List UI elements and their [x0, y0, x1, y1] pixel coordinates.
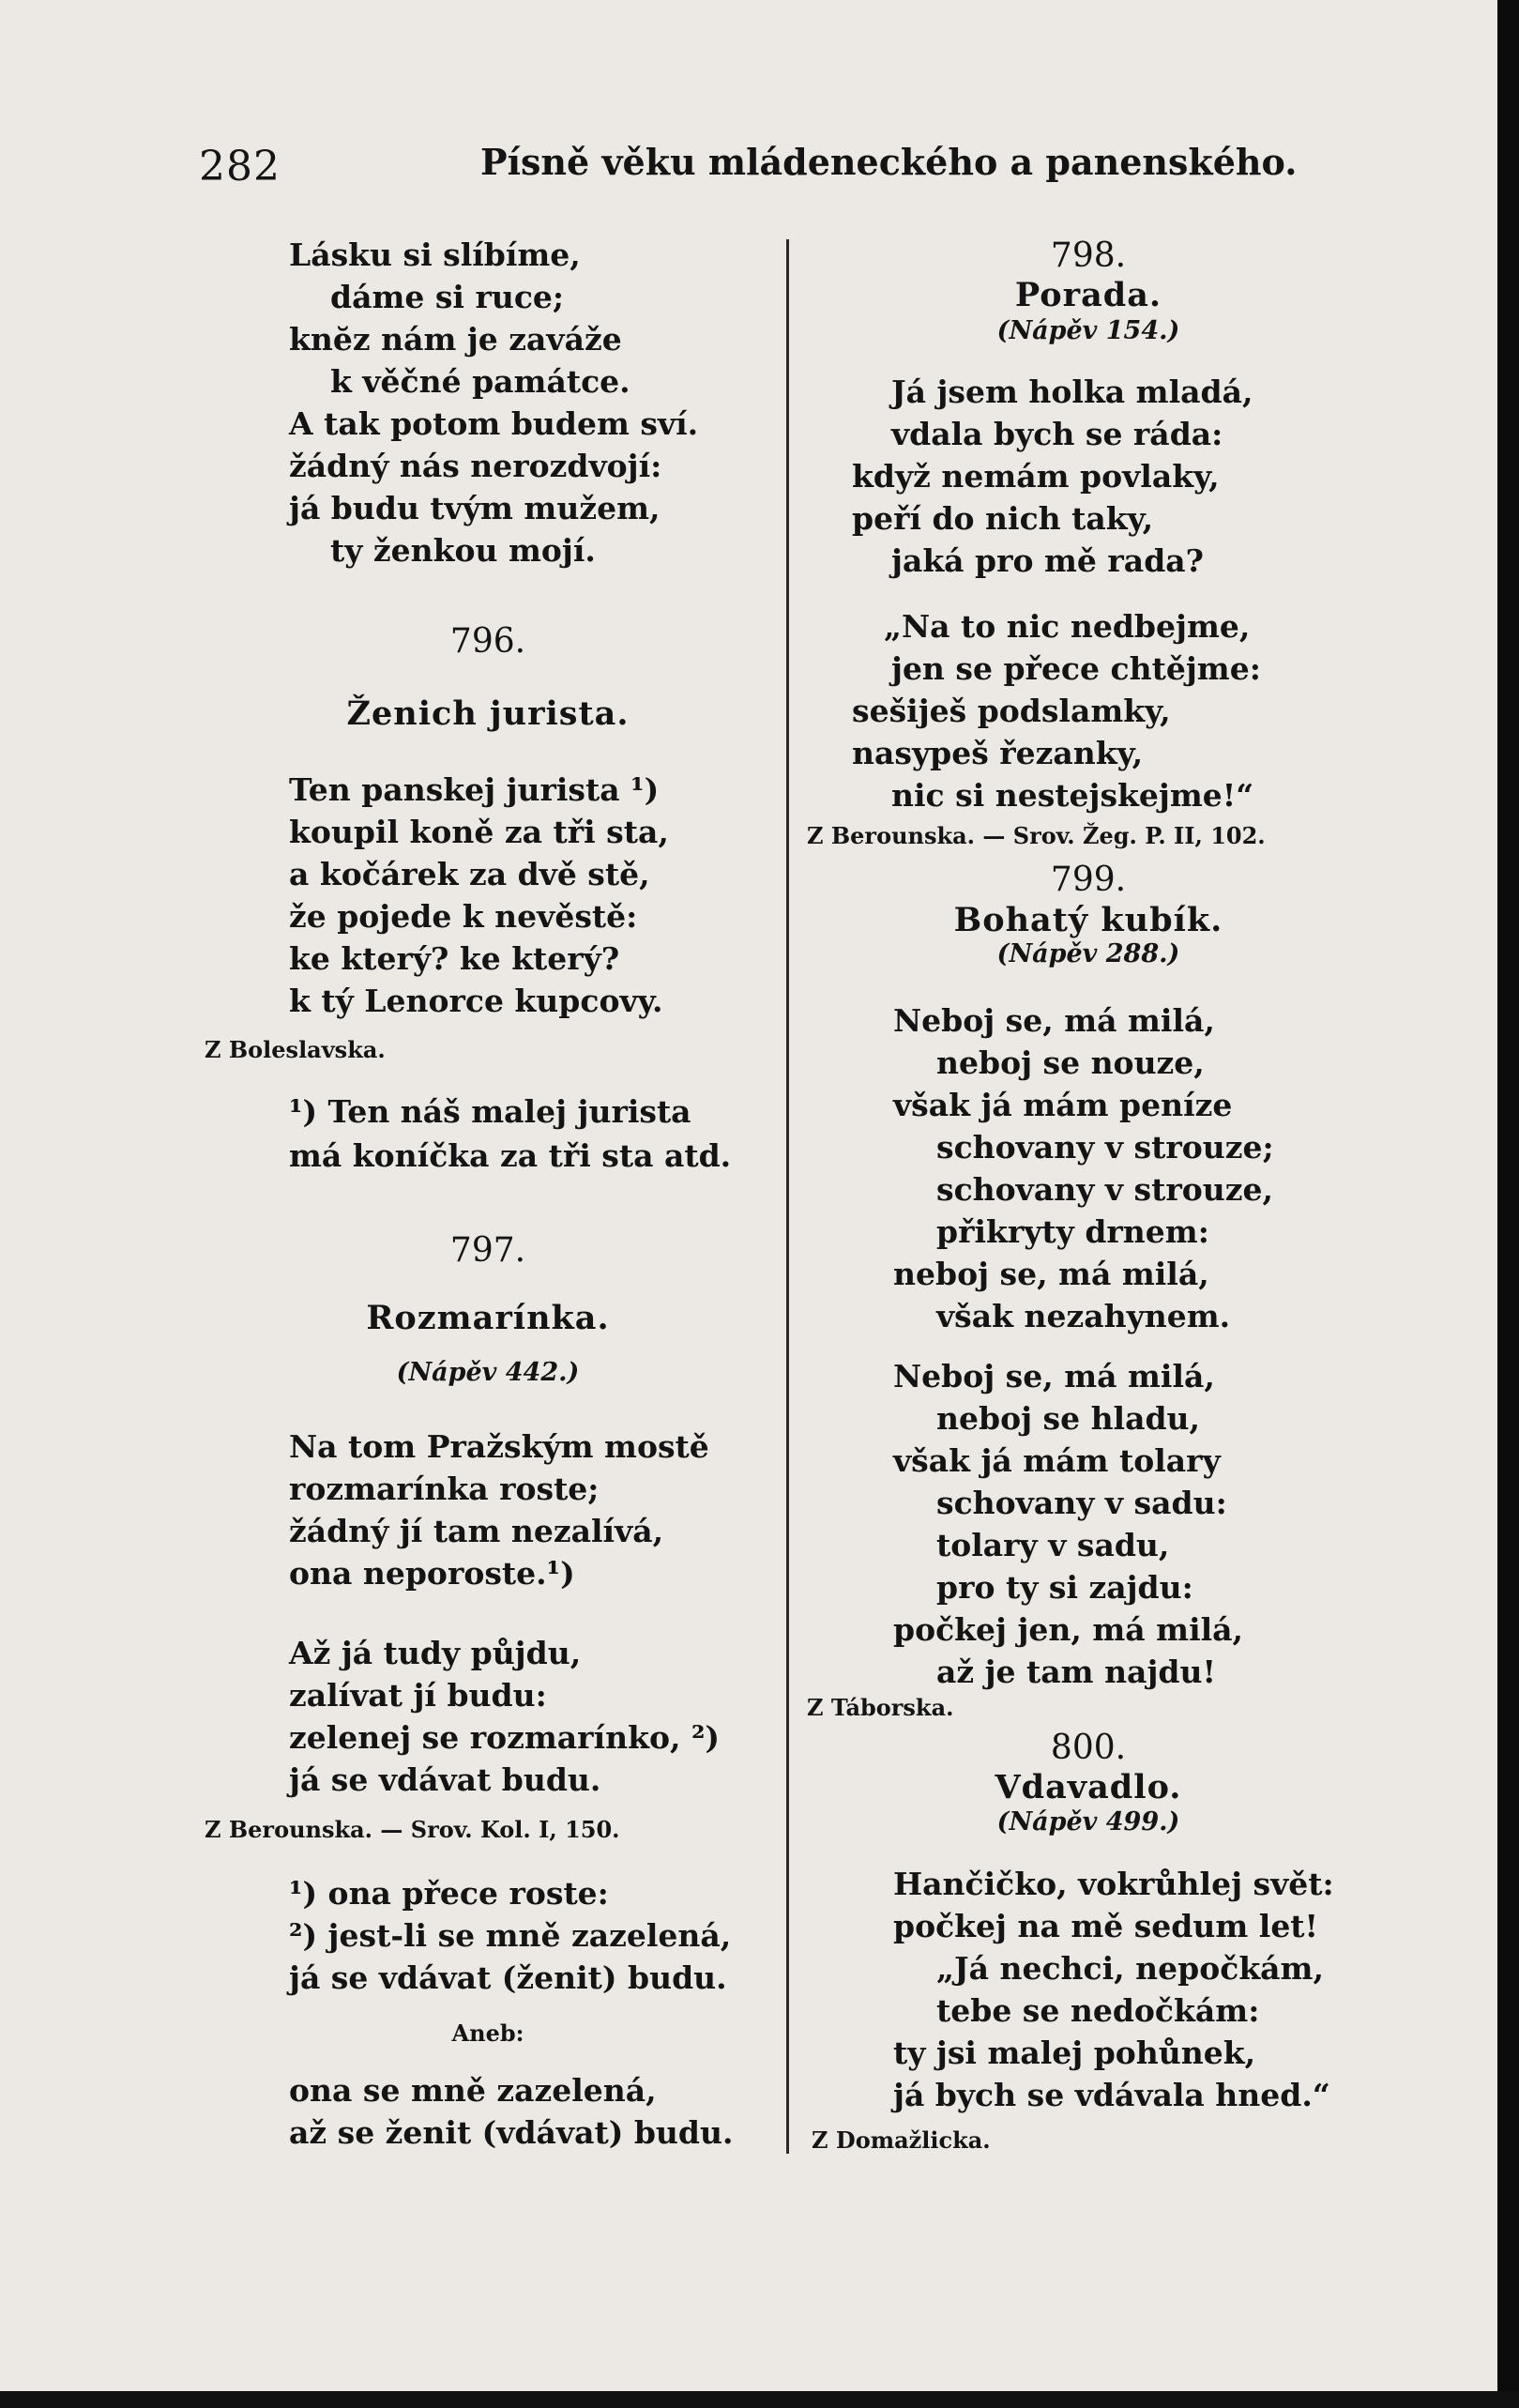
song-title: Bohatý kubík. — [953, 901, 1223, 939]
verse-line: Až já tudy půjdu, — [289, 1635, 582, 1671]
verse-line: však já mám tolary — [893, 1442, 1221, 1479]
verse-line: počkej jen, má milá, — [893, 1611, 1244, 1648]
verse-line: Já jsem holka mladá, — [891, 373, 1253, 410]
verse-line: jen se přece chtějme: — [891, 650, 1261, 687]
song-title: Vdavadlo. — [995, 1768, 1182, 1806]
verse-line: vdala bych se ráda: — [891, 416, 1223, 452]
verse-line: žádný nás nerozdvojí: — [289, 448, 662, 484]
verse-line: až je tam najdu! — [936, 1654, 1216, 1690]
verse-line: jaká pro mě rada? — [891, 542, 1204, 579]
running-title: Písně věku mládeneckého a panenského. — [480, 141, 1298, 183]
source-note: Z Berounska. — Srov. Žeg. P. II, 102. — [807, 822, 1266, 849]
verse-line: já bych se vdávala hned.“ — [893, 2077, 1330, 2113]
song-number: 798. — [1050, 236, 1127, 275]
verse-line: já budu tvým mužem, — [289, 490, 661, 526]
verse-line: ty jsi malej pohůnek, — [893, 2035, 1256, 2071]
verse-line: sešiješ podslamky, — [852, 693, 1171, 729]
verse-line: k věčné památce. — [330, 363, 630, 400]
footnote-line: ¹) ona přece roste: — [289, 1875, 609, 1912]
verse-line: neboj se hladu, — [936, 1400, 1201, 1437]
source-note: Z Táborska. — [807, 1694, 954, 1721]
aneb-label: Aneb: — [451, 2019, 524, 2047]
verse-line: žádný jí tam nezalívá, — [289, 1513, 664, 1549]
tune-reference: (Nápěv 288.) — [996, 939, 1180, 968]
verse-line: ona neporoste.¹) — [289, 1555, 575, 1592]
footnote-line: já se vdávat (ženit) budu. — [289, 1959, 727, 1996]
verse-line: dáme si ruce; — [330, 279, 565, 315]
scan-edge-right — [1497, 0, 1519, 2408]
verse-line: k tý Lenorce kupcovy. — [289, 983, 663, 1019]
verse-line: neboj se, má milá, — [893, 1256, 1209, 1292]
verse-line: peří do nich taky, — [852, 500, 1154, 537]
footnote-line: má koníčka za tři sta atd. — [289, 1137, 732, 1174]
verse-line: nic si nestejskejme!“ — [891, 777, 1254, 814]
song-title: Rozmarínka. — [366, 1299, 610, 1337]
verse-line: ke který? ke který? — [289, 940, 620, 977]
verse-line: schovany v strouze; — [936, 1129, 1274, 1166]
verse-line: ty ženkou mojí. — [330, 532, 596, 569]
page-number: 282 — [199, 143, 281, 191]
footnote-line: ona se mně zazelená, — [289, 2072, 657, 2109]
verse-line: Ten panskej jurista ¹) — [289, 771, 660, 808]
verse-line: když nemám povlaky, — [852, 458, 1220, 495]
verse-line: nasypeš řezanky, — [852, 735, 1144, 771]
source-note: Z Berounska. — Srov. Kol. I, 150. — [205, 1816, 620, 1843]
song-number: 797. — [449, 1231, 526, 1270]
verse-line: já se vdávat budu. — [289, 1761, 601, 1798]
verse-line: A tak potom budem sví. — [289, 405, 699, 442]
song-title: Ženich jurista. — [346, 694, 630, 733]
tune-reference: (Nápěv 442.) — [396, 1358, 580, 1387]
verse-line: však já mám peníze — [893, 1087, 1233, 1123]
verse-line: rozmarínka roste; — [289, 1471, 600, 1507]
scan-edge-bottom — [0, 2391, 1519, 2408]
verse-line: tolary v sadu, — [936, 1527, 1170, 1563]
verse-line: neboj se nouze, — [936, 1044, 1205, 1081]
verse-line: však nezahynem. — [936, 1298, 1231, 1334]
song-number: 796. — [449, 622, 526, 661]
verse-line: „Na to nic nedbejme, — [884, 608, 1251, 645]
song-number: 800. — [1050, 1729, 1127, 1767]
tune-reference: (Nápěv 154.) — [996, 316, 1180, 345]
verse-line: zelenej se rozmarínko, ²) — [289, 1719, 721, 1756]
verse-line: koupil koně za tři sta, — [289, 814, 669, 850]
verse-line: Na tom Pražským mostě — [289, 1428, 709, 1465]
verse-line: knĕz nám je zaváže — [289, 321, 622, 358]
footnote-line: až se ženit (vdávat) budu. — [289, 2114, 734, 2151]
verse-line: počkej na mě sedum let! — [893, 1908, 1319, 1944]
verse-line: Hančičko, vokrůhlej svět: — [893, 1866, 1334, 1902]
verse-line: a kočárek za dvě stě, — [289, 856, 650, 892]
source-note: Z Domažlicka. — [812, 2126, 991, 2154]
verse-line: přikryty drnem: — [936, 1213, 1209, 1250]
verse-line: schovany v strouze, — [936, 1171, 1273, 1208]
song-title: Porada. — [1014, 276, 1162, 314]
verse-line: Lásku si slíbíme, — [289, 236, 581, 273]
footnote-line: ¹) Ten náš malej jurista — [289, 1093, 691, 1130]
verse-line: tebe se nedočkám: — [936, 1992, 1260, 2029]
verse-line: Neboj se, má milá, — [893, 1358, 1215, 1395]
verse-line: „Já nechci, nepočkám, — [936, 1950, 1324, 1987]
verse-line: pro ty si zajdu: — [936, 1569, 1193, 1606]
source-note: Z Boleslavska. — [205, 1036, 386, 1063]
verse-line: schovany v sadu: — [936, 1485, 1227, 1521]
verse-line: Neboj se, má milá, — [893, 1002, 1215, 1039]
song-number: 799. — [1050, 861, 1127, 899]
verse-line: že pojede k nevěstě: — [289, 898, 638, 935]
column-divider — [786, 239, 789, 2154]
footnote-line: ²) jest-li se mně zazelená, — [289, 1917, 732, 1954]
verse-line: zalívat jí budu: — [289, 1677, 547, 1714]
tune-reference: (Nápěv 499.) — [996, 1807, 1180, 1836]
